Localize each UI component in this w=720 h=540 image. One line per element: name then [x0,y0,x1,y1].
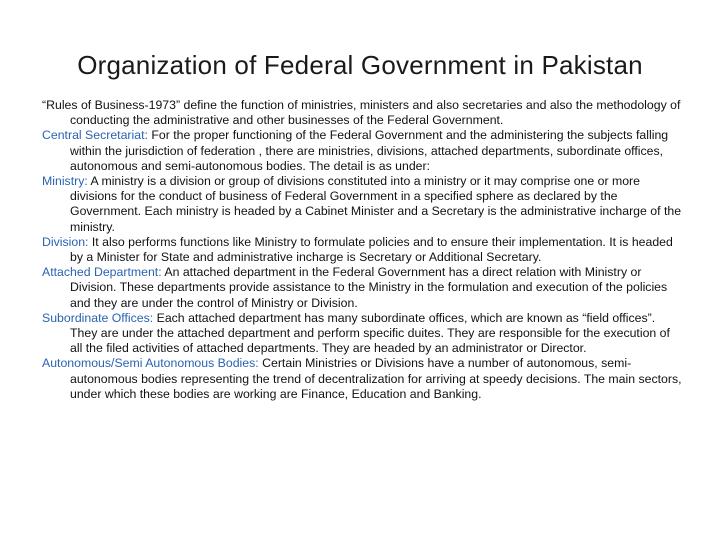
term-ministry: Ministry: [42,174,88,189]
term-division: Division: [42,234,89,249]
paragraph-subordinate-offices [42,311,682,357]
paragraph-autonomous-bodies [42,356,682,402]
paragraph-rules-of-business [42,98,682,128]
paragraph-text: For the proper functioning of the Federal Government and the administering the subjects falling within the jurisdiction of federation , there are ministries, divisions, attached departments, subordinate offices, autonomous and semi-autonomous bodies. The detail is as under: [70,128,669,173]
paragraph-text: It also performs functions like Ministry to formulate policies and to ensure their implementation. It is headed by a Minister for State and administrative incharge is Secretary or Additional Secretary. [70,234,673,265]
slide-body [42,98,682,402]
paragraph-text: Certain Ministries or Divisions have a number of autonomous, semi-autonomous bodies representing the trend of decentralization for arriving at speedy decisions. The main sectors, under which these bodies are working are Finance, Education and Banking. [70,356,682,401]
paragraph-text: Each attached department has many subordinate offices, which are known as “field offices”. They are under the attached department and perform specific duites. They are responsible for the execution of all the filed activities of attached departments. They are headed by an administrator or Director. [70,310,670,356]
paragraph-text: A ministry is a division or group of divisions constituted into a ministry or it may comprise one or more divisions for the conduct of business of Federal Government in a specified sphere as declared by the Government. Each ministry is headed by a Cabinet Minister and a Secretary is the administrative incharge of the ministry. [70,174,682,234]
paragraph-text: “Rules of Business-1973” define the function of ministries, ministers and also secretaries and also the methodology of conducting the administrative and other businesses of the Federal Government. [42,98,681,128]
paragraph-text: An attached department in the Federal Government has a direct relation with Ministry or Division. These departments provide assistance to the Ministry in the formulation and execution of the policies and they are under the control of Ministry or Division. [70,265,668,310]
term-subordinate-offices: Subordinate Offices: [42,310,154,325]
term-central-secretariat: Central Secretariat: [42,128,148,143]
term-autonomous-bodies: Autonomous/Semi Autonomous Bodies: [42,356,259,371]
slide-title: Organization of Federal Government in Pakistan [77,50,643,80]
paragraph-division [42,235,682,265]
paragraph-ministry [42,174,682,235]
paragraph-attached-department [42,265,682,311]
paragraph-central-secretariat [42,128,682,174]
term-attached-department: Attached Department: [42,265,162,280]
